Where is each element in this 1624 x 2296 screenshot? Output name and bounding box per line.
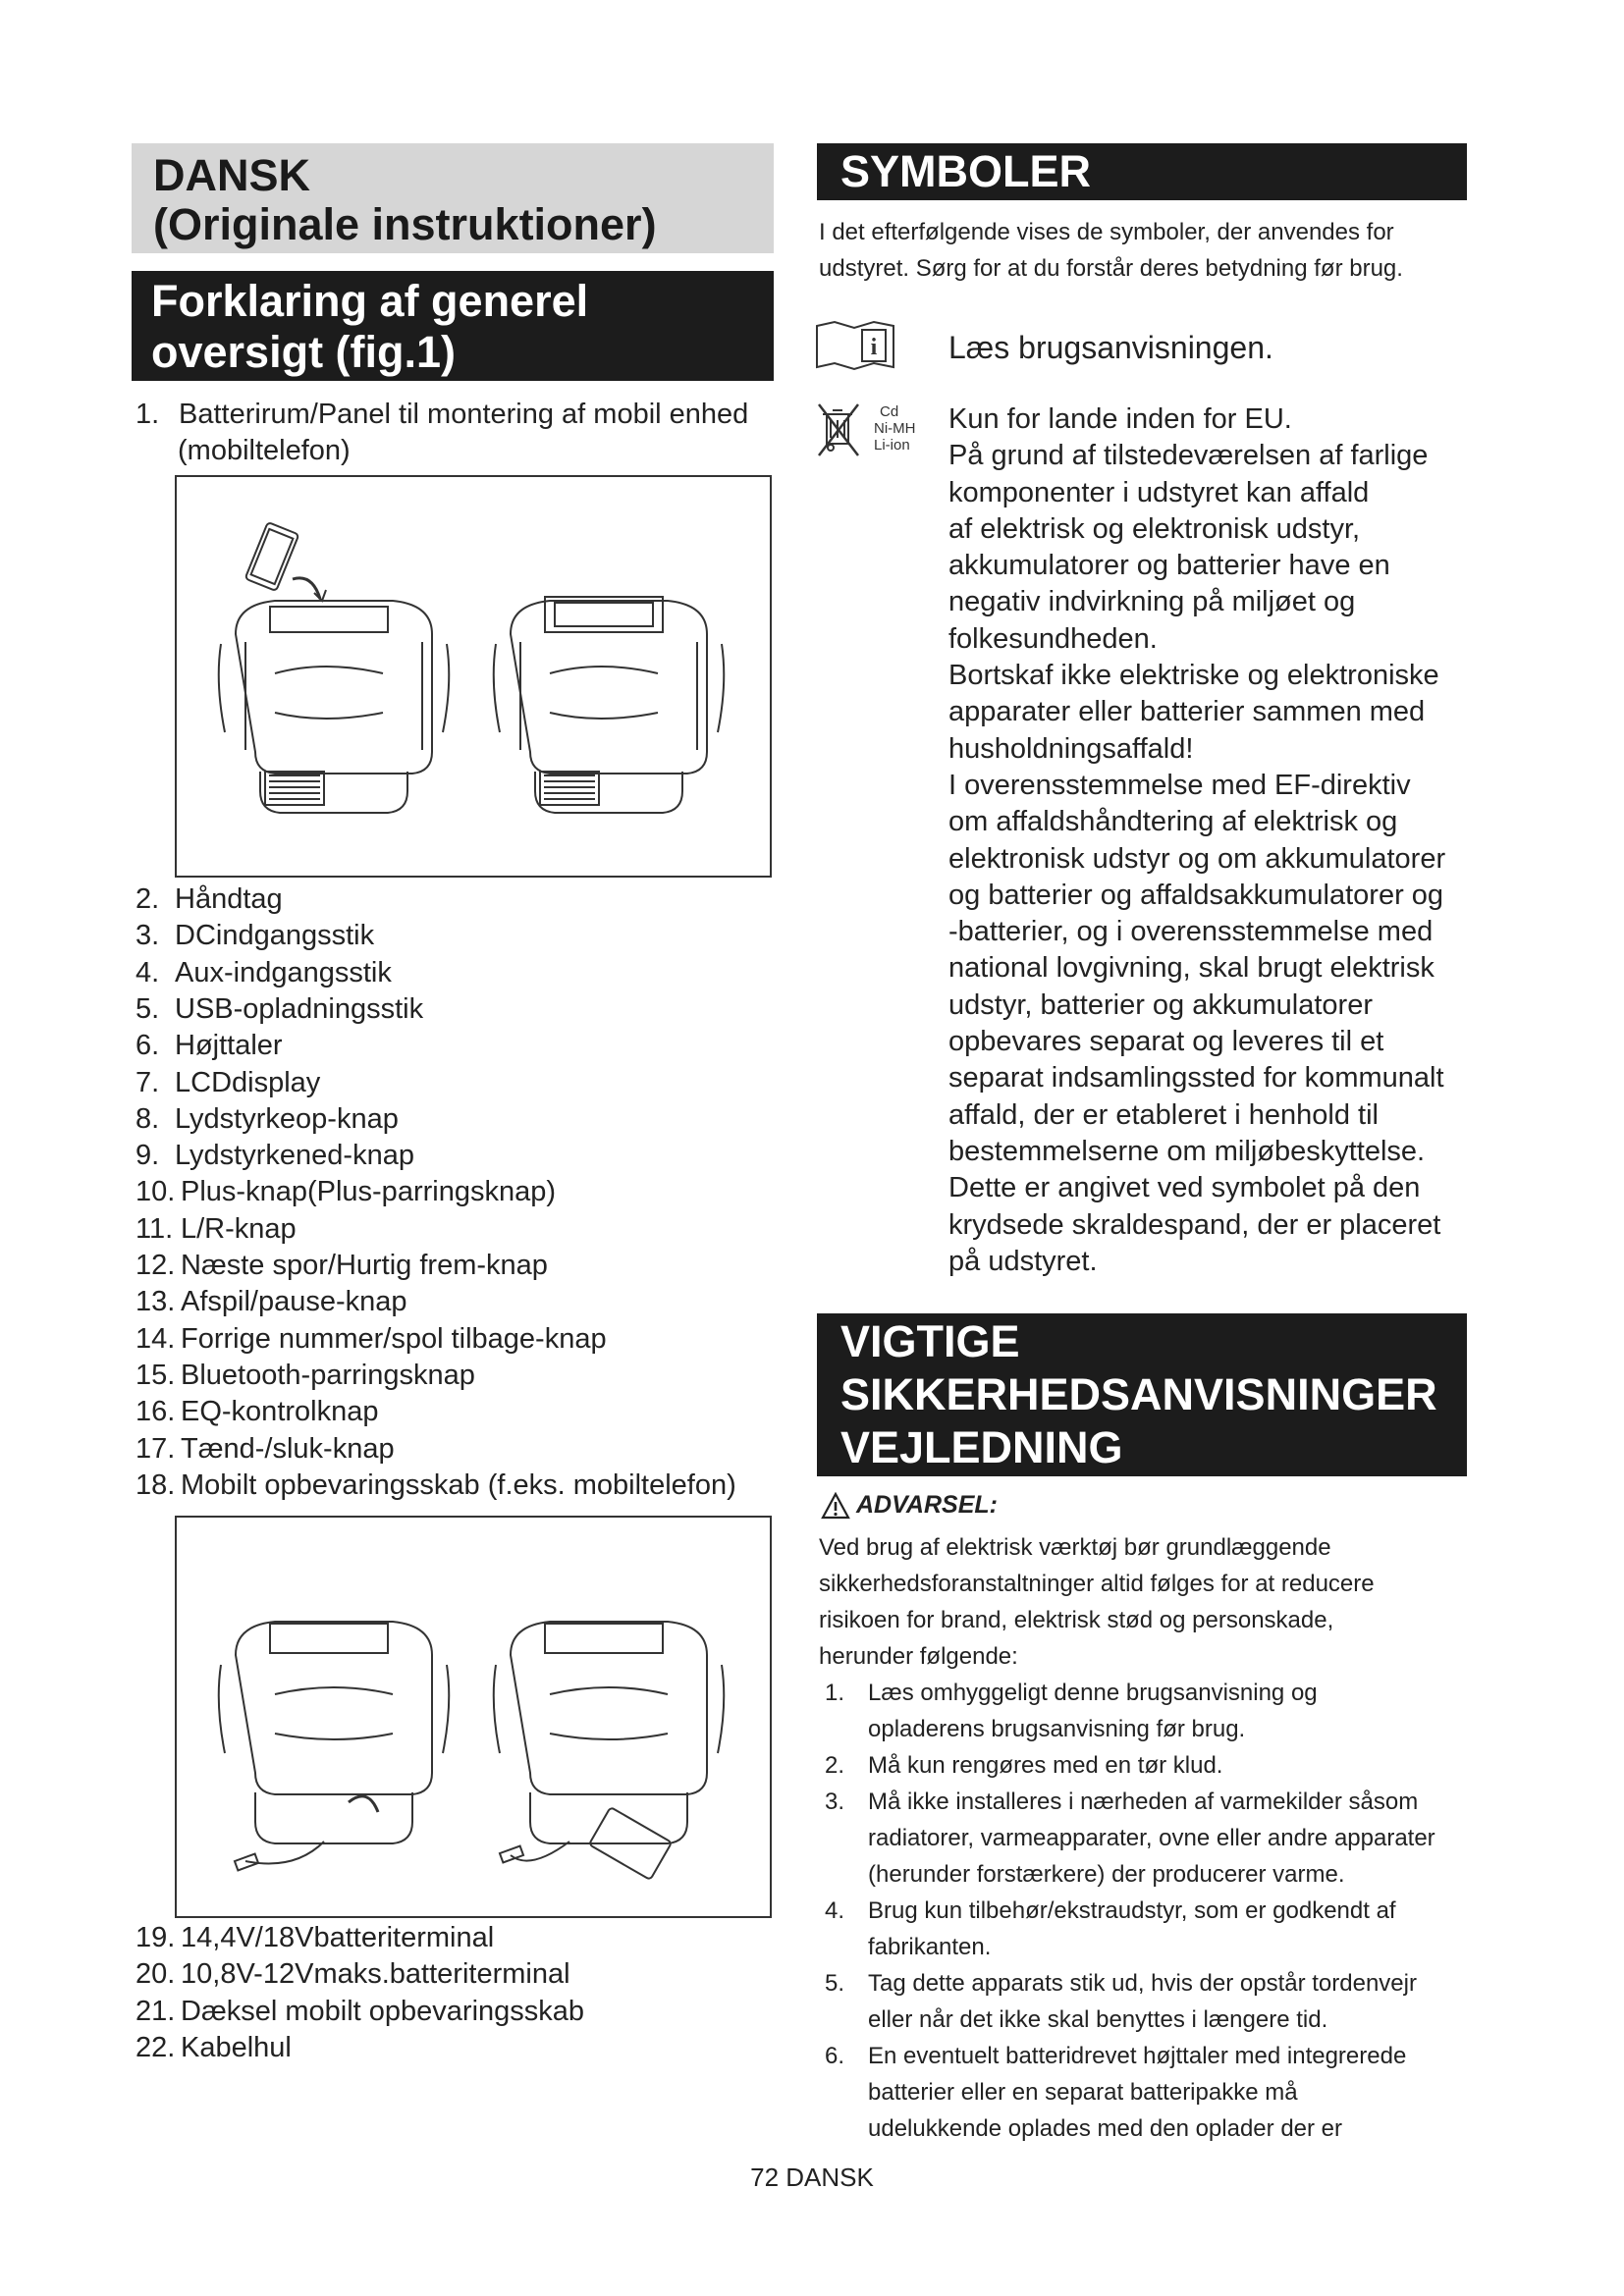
list-item: 18. Mobilt opbevaringsskab (f.eks. mobiltelefon) bbox=[135, 1468, 736, 1501]
list-item: 10. Plus-knap(Plus-parringsknap) bbox=[135, 1176, 556, 1208]
safety-title-line-2: SIKKERHEDSANVISNINGER bbox=[840, 1369, 1437, 1419]
warning-list-item-line: Læs omhyggeligt denne brugsanvisning og bbox=[868, 1680, 1318, 1706]
warning-list-item-line: Brug kun tilbehør/ekstraudstyr, som er godkendt af bbox=[868, 1897, 1396, 1924]
eu-text-line: på udstyret. bbox=[948, 1245, 1098, 1277]
warning-intro-line: herunder følgende: bbox=[819, 1643, 1018, 1670]
manual-symbol-text: Læs brugsanvisningen. bbox=[948, 330, 1273, 365]
eu-text-line: elektronisk udstyr og om akkumulatorer bbox=[948, 842, 1446, 875]
eu-text-line: udstyr, batterier og akkumulatorer bbox=[948, 988, 1373, 1021]
speaker-storage-illustration bbox=[177, 1518, 770, 1916]
warning-list-item-line: (herunder forstærkere) der producerer varme. bbox=[868, 1861, 1345, 1888]
list-item: 22. Kabelhul bbox=[135, 2031, 292, 2063]
battery-chemistry-labels: Cd Ni-MH Li-ion bbox=[874, 403, 916, 454]
read-manual-icon bbox=[815, 320, 895, 376]
eu-text-line: folkesundheden. bbox=[948, 622, 1158, 655]
overview-title-line-2: oversigt (fig.1) bbox=[151, 327, 457, 377]
eu-text-line: akkumulatorer og batterier have en bbox=[948, 550, 1390, 582]
list-item-continuation: (mobiltelefon) bbox=[178, 435, 351, 466]
svg-text:i: i bbox=[870, 335, 878, 360]
eu-text-line: Bortskaf ikke elektriske og elektroniske bbox=[948, 660, 1439, 692]
warning-list-item-line: Tag dette apparats stik ud, hvis der opstår tordenvejr bbox=[868, 1970, 1417, 1997]
warning-intro-line: Ved brug af elektrisk værktøj bør grundlæggende bbox=[819, 1534, 1331, 1561]
list-item: 1. Batterirum/Panel til montering af mobil enhed bbox=[135, 399, 749, 430]
symbols-intro: I det efterfølgende vises de symboler, der anvendes for udstyret. Sørg for at du forstår deres betydning før brug. bbox=[819, 219, 1403, 282]
eu-text-line: -batterier, og i overensstemmelse med bbox=[948, 916, 1434, 948]
overview-title-line-1: Forklaring af generel bbox=[151, 276, 589, 326]
eu-disposal-text bbox=[948, 401, 1445, 1280]
page-footer: 72 DANSK bbox=[750, 2163, 874, 2192]
list-item: 19. 14,4V/18Vbatteriterminal bbox=[135, 1922, 495, 1953]
list-item: 15. Bluetooth-parringsknap bbox=[135, 1359, 475, 1391]
warning-list-item-line: opladerens brugsanvisning før brug. bbox=[868, 1716, 1246, 1742]
list-item: 5. USB-opladningsstik bbox=[135, 992, 424, 1025]
list-item: 21. Dæksel mobilt opbevaringsskab bbox=[135, 1995, 585, 2027]
eu-text-line: I overensstemmelse med EF-direktiv bbox=[948, 769, 1411, 801]
list-item: 8. Lydstyrkeop-knap bbox=[135, 1102, 399, 1135]
eu-text-line: separat indsamlingssted for kommunalt bbox=[948, 1062, 1444, 1095]
eu-text-line: apparater eller batterier sammen med bbox=[948, 696, 1426, 728]
list-item: 16. EQ-kontrolknap bbox=[135, 1396, 379, 1428]
warning-list-item-line: Må ikke installeres i nærheden af varmekilder såsom bbox=[868, 1789, 1419, 1815]
list-item: 6. Højttaler bbox=[135, 1030, 283, 1062]
warning-list-item-line: radiatorer, varmeapparater, ovne eller andre apparater bbox=[868, 1825, 1435, 1851]
eu-text-line: negativ indvirkning på miljøet og bbox=[948, 586, 1356, 618]
language-header bbox=[132, 143, 774, 253]
list-item: 9. Lydstyrkened-knap bbox=[135, 1140, 414, 1172]
list-item: 17. Tænd-/sluk-knap bbox=[135, 1432, 395, 1465]
eu-text-line: komponenter i udstyret kan affald bbox=[948, 476, 1370, 508]
figure-device-storage bbox=[175, 1516, 772, 1918]
warning-intro-line: sikkerhedsforanstaltninger altid følges for at reducere bbox=[819, 1571, 1375, 1597]
eu-text-line: og batterier og affaldsakkumulatorer og bbox=[948, 879, 1444, 911]
warning-label: ADVARSEL: bbox=[856, 1491, 998, 1519]
warning-intro bbox=[819, 1529, 1375, 1675]
eu-text-line: bestemmelserne om miljøbeskyttelse. bbox=[948, 1135, 1426, 1167]
list-item: 2. Håndtag bbox=[135, 883, 283, 915]
list-item: 7. LCDdisplay bbox=[135, 1066, 321, 1098]
language-title: DANSK bbox=[153, 150, 311, 200]
overview-section-header bbox=[132, 271, 774, 381]
safety-section-header bbox=[817, 1313, 1467, 1476]
crossed-bin-icon bbox=[817, 402, 860, 464]
warning-list-item-line: En eventuelt batteridrevet højttaler med integrerede bbox=[868, 2043, 1407, 2069]
warning-intro-line: risikoen for brand, elektrisk stød og personskade, bbox=[819, 1607, 1334, 1633]
list-item: 20. 10,8V-12Vmaks.batteriterminal bbox=[135, 1958, 570, 1991]
eu-text-line: husholdningsaffald! bbox=[948, 732, 1194, 765]
eu-text-line: om affaldshåndtering af elektrisk og bbox=[948, 806, 1398, 838]
warning-list-item-line: Må kun rengøres med en tør klud. bbox=[868, 1752, 1223, 1779]
eu-text-line: national lovgivning, skal brugt elektrisk bbox=[948, 952, 1435, 985]
figure-device-overview bbox=[175, 475, 772, 878]
warning-triangle-icon bbox=[821, 1492, 850, 1524]
speaker-illustration bbox=[177, 477, 770, 876]
warning-list-item-line: eller når det ikke skal benyttes i længere tid. bbox=[868, 2006, 1328, 2033]
list-item: 12. Næste spor/Hurtig frem-knap bbox=[135, 1250, 548, 1281]
symbols-title: SYMBOLER bbox=[840, 146, 1092, 196]
eu-text-line: På grund af tilstedeværelsen af farlige bbox=[948, 440, 1429, 472]
eu-text-line: krydsede skraldespand, der er placeret bbox=[948, 1208, 1441, 1241]
warning-list-item-line: udelukkende oplades med den oplader der er bbox=[868, 2115, 1343, 2142]
list-item: 14. Forrige nummer/spol tilbage-knap bbox=[135, 1322, 607, 1355]
list-item: 4. Aux-indgangsstik bbox=[135, 956, 392, 988]
safety-title-line-1: VIGTIGE bbox=[840, 1316, 1020, 1366]
safety-title-line-3: VEJLEDNING bbox=[840, 1422, 1123, 1472]
list-item: 13. Afspil/pause-knap bbox=[135, 1286, 407, 1318]
eu-text-line: affald, der er etableret i henhold til bbox=[948, 1098, 1379, 1131]
list-item: 11. L/R-knap bbox=[135, 1212, 297, 1245]
list-item: 3. DCindgangsstik bbox=[135, 920, 375, 952]
eu-text-line: Dette er angivet ved symbolet på den bbox=[948, 1172, 1421, 1204]
eu-text-line: Kun for lande inden for EU. bbox=[948, 403, 1292, 435]
eu-text-line: opbevares separat og leveres til et bbox=[948, 1026, 1384, 1058]
language-subtitle: (Originale instruktioner) bbox=[153, 199, 657, 249]
warning-list-item-line: fabrikanten. bbox=[868, 1934, 992, 1960]
symbols-section-header bbox=[817, 143, 1467, 200]
eu-text-line: af elektrisk og elektronisk udstyr, bbox=[948, 512, 1361, 545]
warning-list-item-line: batterier eller en separat batteripakke må bbox=[868, 2079, 1298, 2106]
